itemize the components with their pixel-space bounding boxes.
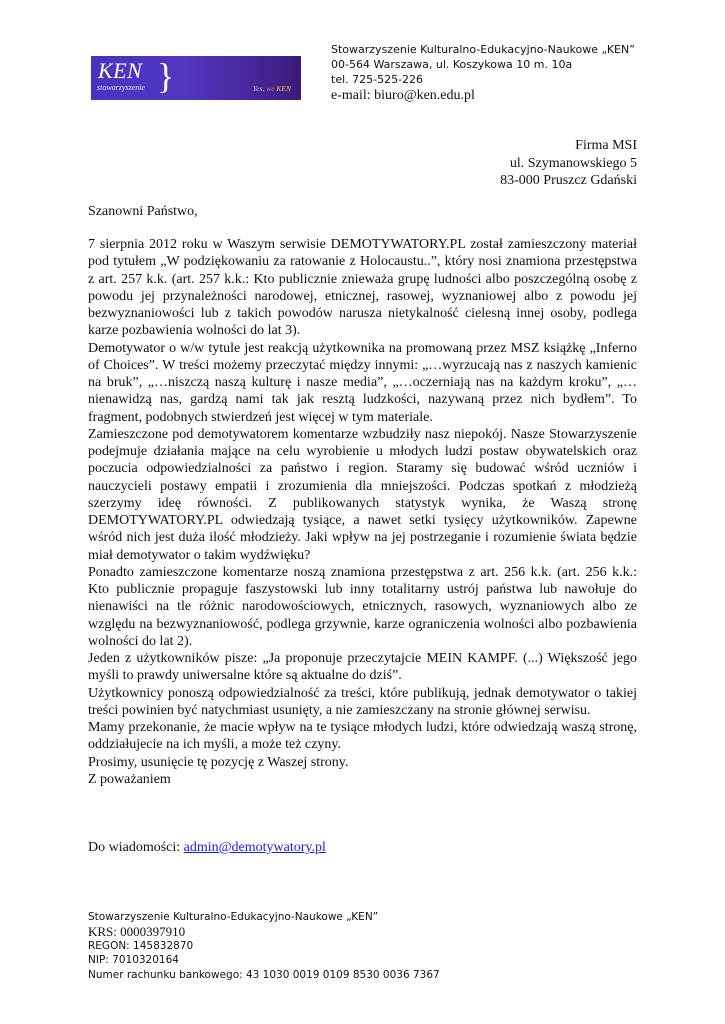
- paragraph-5: Jeden z użytkowników pisze: „Ja proponuje przeczytajcie MEIN KAMPF. (...) Większość jego myśli to prawdy uniwersalne które są aktualne do dziś”.: [88, 651, 637, 684]
- paragraph-6: Użytkownicy ponoszą odpowiedzialność za treści, które publikują, jednak demotywator o takiej treści powinien być natychmiast usunięty, a nie zamieszczany na stronie głównej serwisu.: [88, 685, 637, 718]
- letterhead-address: 00-564 Warszawa, ul. Koszykowa 10 m. 10a: [331, 58, 573, 71]
- tagline-yes: Yes,: [252, 84, 265, 93]
- tagline-ken: KEN: [276, 84, 291, 93]
- paragraph-3: Zamieszczone pod demotywatorem komentarze wzbudziły nasz niepokój. Nasze Stowarzyszenie podejmuje działania mające na celu wyrobienie u młodych ludzi postaw obywatelskich oraz poczucia odpowiedzialności za państwo i region. Staramy się budować wśród uczniów i nauczycieli postawy empatii i zrozumienia dla mniejszości. Podczas spotkań z młodzieżą szerzymy ideę równości. Z publikowanych statystyk wynika, że Waszą stronę DEMOTYWATORY.PL odwiedzają tysiące, a nawet setki tysięcy użytkowników. Zapewne wśród nich jest duża ilość młodzieży. Jaki wpływ na jej postrzeganie i rozumienie świata będzie miał demotywator o takim wydźwięku?: [88, 426, 637, 563]
- recipient-city: 83-000 Pruszcz Gdański: [500, 173, 637, 188]
- paragraph-8: Prosimy, usunięcie tę pozycję z Waszej strony.: [88, 754, 349, 770]
- cc-email-link[interactable]: admin@demotywatory.pl: [183, 840, 326, 855]
- paragraph-2: Demotywator o w/w tytule jest reakcją użytkownika na promowaną przez MSZ książkę „Inferno of Choices”. W treści możemy przeczytać między innymi: „…wyrzucają nas z naszych kamienic na bruk”, „…niszczą naszą kulturę i nasze media”, „…oczerniają nas na każdym kroku”, „…nienawidzą nas, gardzą nami tak jak resztą ludzkości, nazywaną przez nich bydłem”. To fragment, podobnych stwierdzeń jest więcej w tym materiale.: [88, 340, 637, 425]
- tagline-we: we: [266, 84, 275, 93]
- letter-body: [88, 236, 637, 788]
- paragraph-4: Ponadto zamieszczone komentarze noszą znamiona przestępstwa z art. 256 k.k. (art. 256 k.k.: Kto publicznie propaguje faszystowski lub inny totalitarny ustrój państwa lub nawołuje do nienawiści na tle różnic narodowościowych, etnicznych, rasowych, wyznaniowych albo ze względu na bezwyznaniowość, podlega grzywnie, karze ograniczenia wolności albo pozbawienia wolności do lat 2).: [88, 564, 637, 649]
- footer-nip: NIP: 7010320164: [88, 954, 179, 967]
- ken-logo: [91, 56, 301, 100]
- logo-tagline: [253, 84, 291, 93]
- recipient-name: Firma MSI: [575, 138, 637, 153]
- logo-brace: }: [157, 56, 175, 96]
- footer-bank-account: Numer rachunku bankowego: 43 1030 0019 0109 8530 0036 7367: [88, 968, 440, 981]
- paragraph-1: 7 sierpnia 2012 roku w Waszym serwisie DEMOTYWATORY.PL został zamieszczony materiał pod tytułem „W podziękowaniu za ratowanie z Holocaustu..”, który nosi znamiona przestępstwa z art. 257 k.k. (art. 257 k.k.: Kto publicznie znieważa grupę ludności albo poszczególną osobę z powodu jej przynależności narodowej, etnicznej, rasowej, wyznaniowej albo z powodu jej bezwyznaniowości lub z takich powodów narusza nietykalność cielesną innej osoby, podlega karze pozbawienia wolności do lat 3).: [88, 237, 637, 339]
- letterhead-email: e-mail: biuro@ken.edu.pl: [331, 88, 475, 103]
- greeting: Szanowni Państwo,: [88, 204, 198, 219]
- letterhead-org-name: Stowarzyszenie Kulturalno-Edukacyjno-Naukowe „KEN”: [331, 43, 635, 56]
- recipient-address: [500, 137, 637, 190]
- closing: Z poważaniem: [88, 771, 171, 787]
- recipient-street: ul. Szymanowskiego 5: [509, 155, 637, 171]
- footer-regon: REGON: 145832870: [88, 940, 194, 953]
- footer: [88, 910, 440, 982]
- footer-krs: KRS: 0000397910: [88, 924, 186, 940]
- letterhead-info: [331, 42, 635, 105]
- cc-line: [88, 840, 326, 856]
- logo-subtitle: stowarzyszenie: [97, 83, 145, 92]
- footer-org-name: Stowarzyszenie Kulturalno-Edukacyjno-Naukowe „KEN”: [88, 911, 379, 923]
- paragraph-7: Mamy przekonanie, że macie wpływ na te tysiące młodych ludzi, które odwiedzają waszą stronę, oddziałujecie na ich myśli, a może też czyny.: [88, 720, 637, 753]
- cc-label: Do wiadomości:: [88, 840, 181, 855]
- letterhead-phone: tel. 725-525-226: [331, 73, 424, 86]
- logo-mark: KEN: [98, 58, 143, 83]
